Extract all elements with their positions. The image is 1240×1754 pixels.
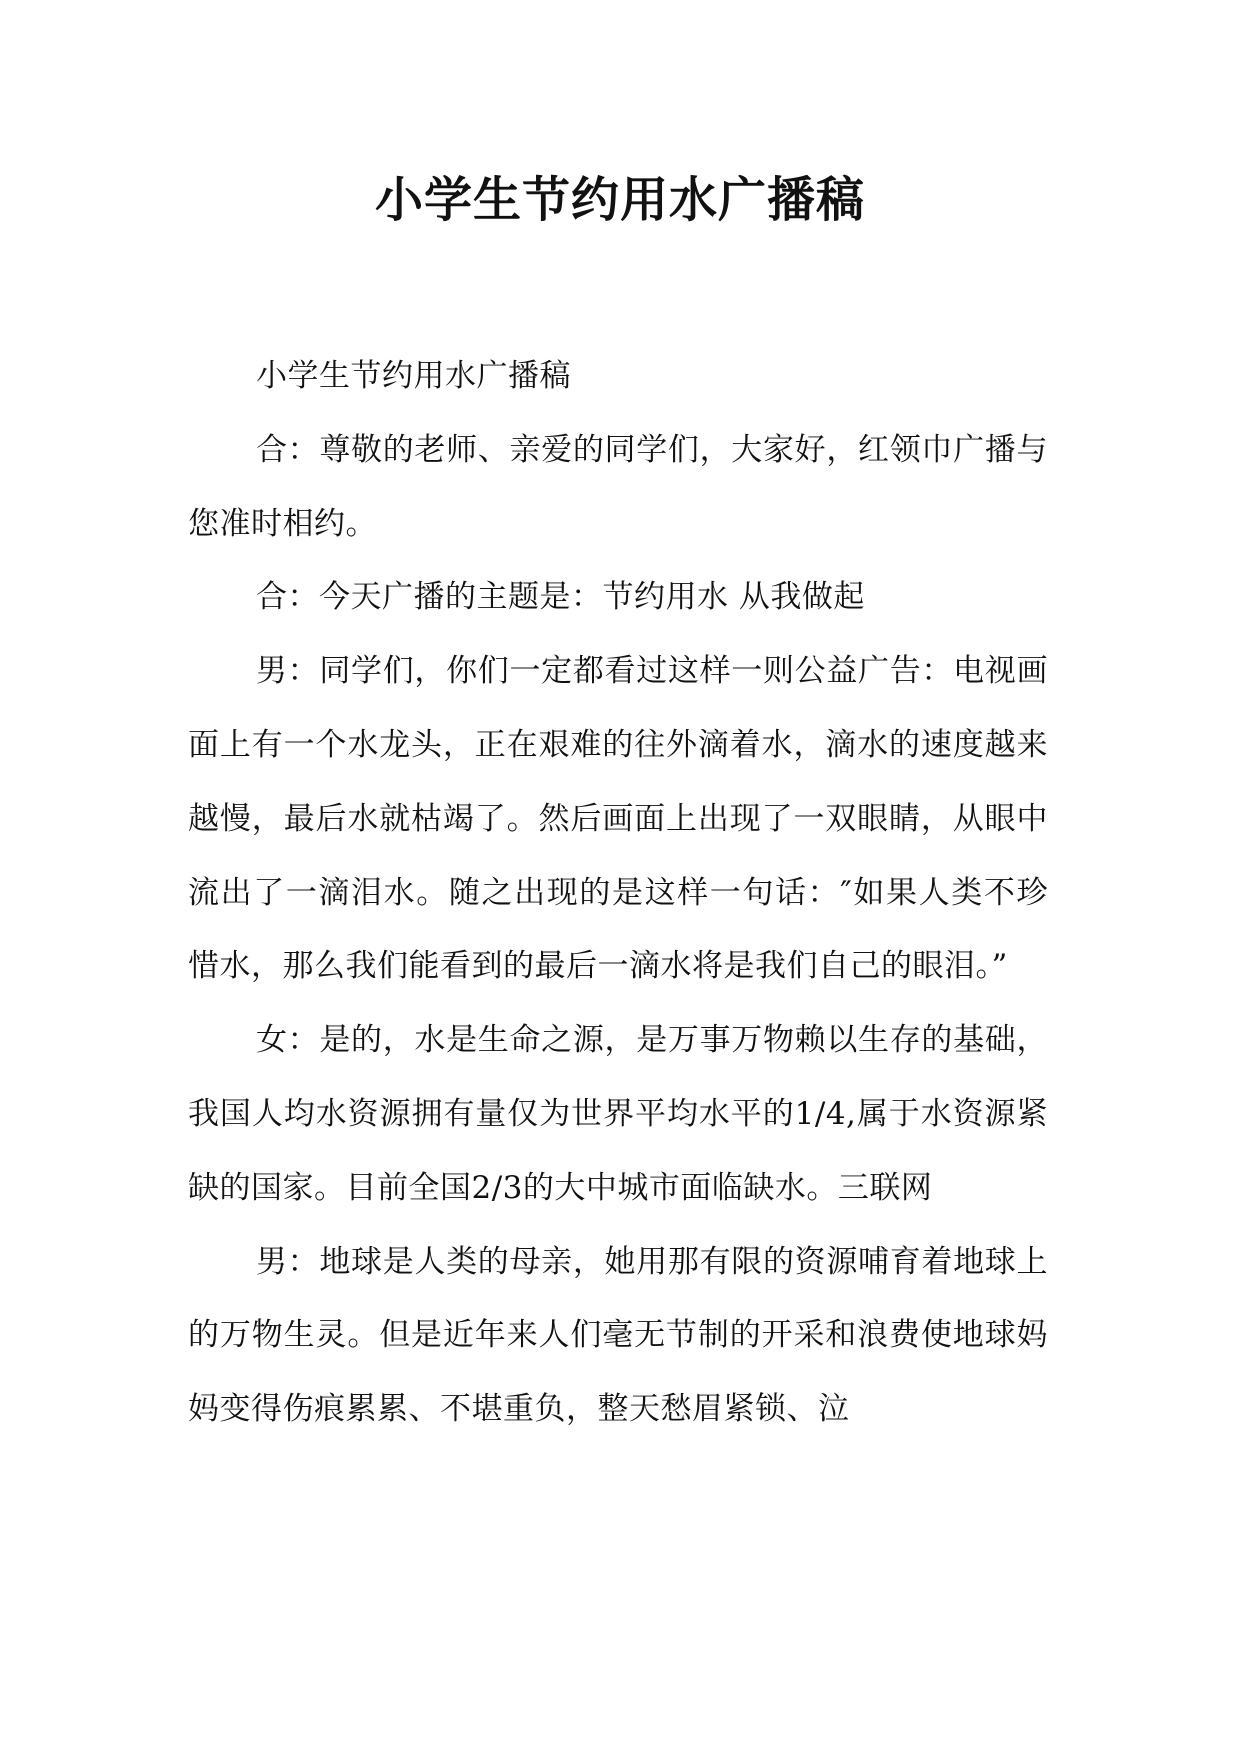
paragraph-earth-mother: 男：地球是人类的母亲，她用那有限的资源哺育着地球上的万物生灵。但是近年来人们毫无节制的开采和浪费使地球妈妈变得伤痕累累、不堪重负，整天愁眉紧锁、泣 <box>188 1243 1048 1428</box>
paragraph-subtitle: 小学生节约用水广播稿 <box>256 358 571 394</box>
document-body <box>188 340 1048 1447</box>
paragraph-greeting: 合：尊敬的老师、亲爱的同学们，大家好，红领巾广播与您准时相约。 <box>188 431 1048 542</box>
paragraph-ad-story: 男：同学们，你们一定都看过这样一则公益广告：电视画面上有一个水龙头，正在艰难的往外滴着水，滴水的速度越来越慢，最后水就枯竭了。然后画面上出现了一双眼睛，从眼中流出了一滴泪水。随之出现的是这样一句话：″如果人类不珍惜水，那么我们能看到的最后一滴水将是我们自己的眼泪。” <box>188 653 1048 985</box>
paragraph-water-facts: 女：是的，水是生命之源，是万事万物赖以生存的基础，我国人均水资源拥有量仅为世界平均水平的1/4,属于水资源紧缺的国家。目前全国2/3的大中城市面临缺水。三联网 <box>188 1022 1048 1206</box>
paragraph-theme: 合：今天广播的主题是：节约用水 从我做起 <box>256 579 865 616</box>
document-title: 小学生节约用水广播稿 <box>374 172 865 228</box>
